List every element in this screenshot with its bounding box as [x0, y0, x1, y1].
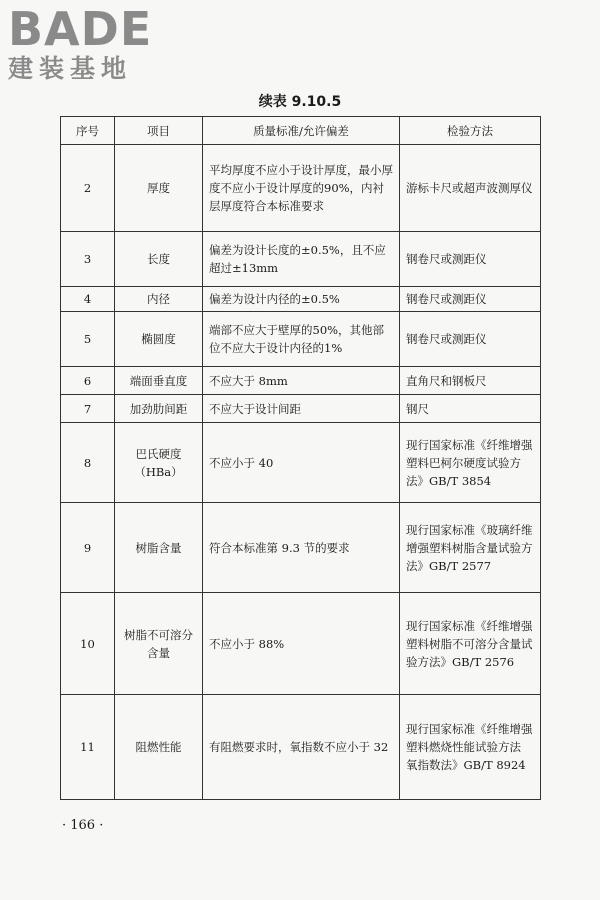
- row-method: 钢尺: [400, 395, 541, 423]
- header-method: 检验方法: [400, 117, 541, 145]
- row-item: 树脂不可溶分含量: [115, 593, 203, 695]
- row-standard: 不应大于设计间距: [203, 395, 400, 423]
- row-item: 巴氏硬度（HBa）: [115, 423, 203, 503]
- row-standard: 有阻燃要求时，氧指数不应小于 32: [203, 695, 400, 800]
- quality-inspection-table: [60, 116, 541, 800]
- row-item: 阻燃性能: [115, 695, 203, 800]
- table-row: [61, 287, 541, 312]
- row-method: 现行国家标准《纤维增强塑料巴柯尔硬度试验方法》GB/T 3854: [400, 423, 541, 503]
- row-method: 现行国家标准《纤维增强塑料燃烧性能试验方法 氧指数法》GB/T 8924: [400, 695, 541, 800]
- logo-subtitle: 建装基地: [8, 54, 133, 83]
- table-row: [61, 367, 541, 395]
- row-method: 游标卡尺或超声波测厚仪: [400, 145, 541, 232]
- table-row: [61, 423, 541, 503]
- row-num: 8: [61, 423, 115, 503]
- row-item: 厚度: [115, 145, 203, 232]
- row-method: 直角尺和钢板尺: [400, 367, 541, 395]
- row-item: 椭圆度: [115, 312, 203, 367]
- row-standard: 端部不应大于壁厚的50%，其他部位不应大于设计内径的1%: [203, 312, 400, 367]
- header-item: 项目: [115, 117, 203, 145]
- table-row: [61, 695, 541, 800]
- row-num: 2: [61, 145, 115, 232]
- row-standard: 偏差为设计长度的±0.5%，且不应超过±13mm: [203, 232, 400, 287]
- row-method: 现行国家标准《纤维增强塑料树脂不可溶分含量试验方法》GB/T 2576: [400, 593, 541, 695]
- row-method: 钢卷尺或测距仪: [400, 287, 541, 312]
- row-num: 9: [61, 503, 115, 593]
- row-num: 10: [61, 593, 115, 695]
- row-item: 加劲肋间距: [115, 395, 203, 423]
- row-item: 端面垂直度: [115, 367, 203, 395]
- row-item: 内径: [115, 287, 203, 312]
- row-num: 6: [61, 367, 115, 395]
- table-row: [61, 503, 541, 593]
- table-row: [61, 145, 541, 232]
- table-row: [61, 593, 541, 695]
- row-method: 钢卷尺或测距仪: [400, 312, 541, 367]
- table-row: [61, 312, 541, 367]
- row-standard: 符合本标准第 9.3 节的要求: [203, 503, 400, 593]
- row-num: 11: [61, 695, 115, 800]
- row-num: 4: [61, 287, 115, 312]
- brand-logo: [8, 2, 183, 84]
- table-row: [61, 395, 541, 423]
- row-standard: 不应小于 40: [203, 423, 400, 503]
- row-standard: 平均厚度不应小于设计厚度，最小厚度不应小于设计厚度的90%，内衬层厚度符合本标准要求: [203, 145, 400, 232]
- header-standard: 质量标准/允许偏差: [203, 117, 400, 145]
- row-num: 5: [61, 312, 115, 367]
- table-title: 续表 9.10.5: [258, 94, 342, 110]
- row-item: 长度: [115, 232, 203, 287]
- row-standard: 不应小于 88%: [203, 593, 400, 695]
- table-header-row: [61, 117, 541, 145]
- table-row: [61, 232, 541, 287]
- row-num: 3: [61, 232, 115, 287]
- row-method: 钢卷尺或测距仪: [400, 232, 541, 287]
- page-number: · 166 ·: [62, 818, 104, 833]
- row-standard: 偏差为设计内径的±0.5%: [203, 287, 400, 312]
- header-num: 序号: [61, 117, 115, 145]
- row-standard: 不应大于 8mm: [203, 367, 400, 395]
- row-item: 树脂含量: [115, 503, 203, 593]
- logo-brand-text: BADE: [8, 2, 153, 56]
- row-num: 7: [61, 395, 115, 423]
- row-method: 现行国家标准《玻璃纤维增强塑料树脂含量试验方法》GB/T 2577: [400, 503, 541, 593]
